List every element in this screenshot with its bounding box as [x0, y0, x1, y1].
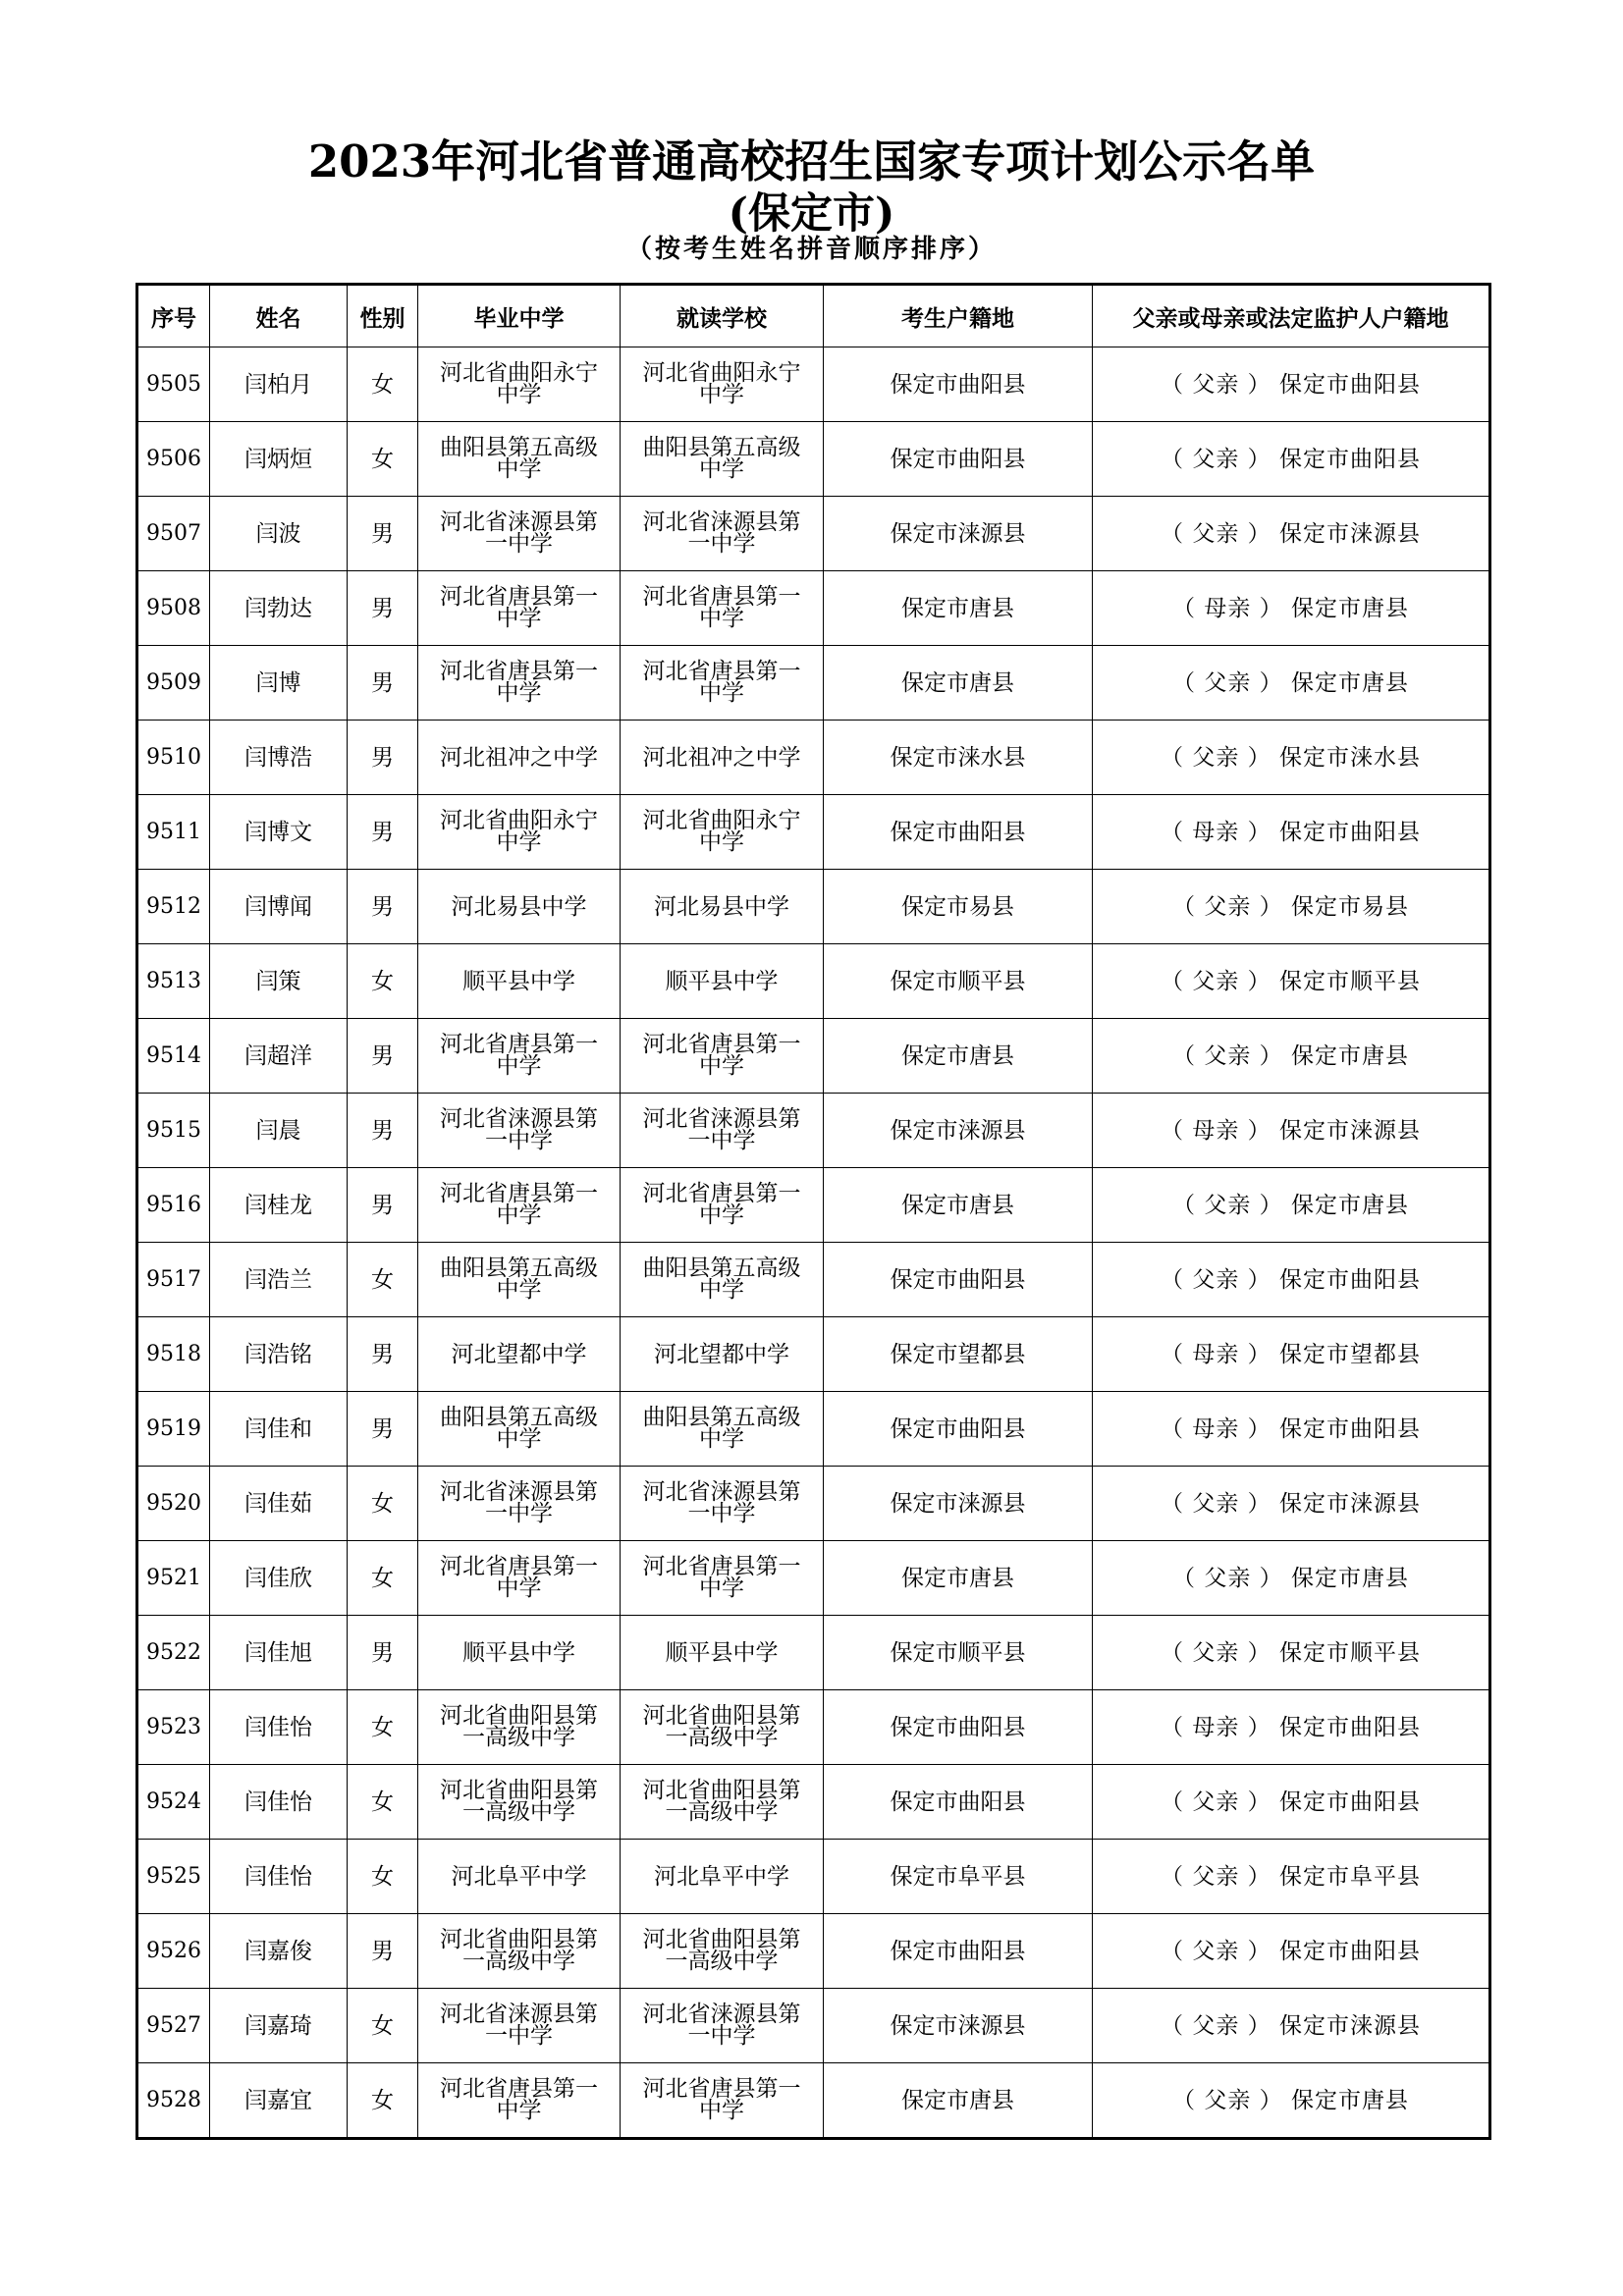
table-row: [137, 1840, 1490, 1914]
cell-name: 闫博: [210, 646, 348, 721]
cell-study-school: [621, 1616, 824, 1690]
table-header-row: [137, 285, 1490, 347]
table-row: [137, 944, 1490, 1019]
cell-grad-school: [418, 944, 621, 1019]
cell-hukou: 保定市唐县: [824, 646, 1093, 721]
cell-study-school-text: 河北省涞源县第一中学: [642, 2002, 801, 2049]
cell-guardian-hukou: （ 父亲 ） 保定市曲阳县: [1093, 1765, 1490, 1840]
table-row: [137, 1168, 1490, 1243]
cell-grad-school-text: 河北省唐县第一中学: [440, 1032, 598, 1079]
cell-grad-school: [418, 571, 621, 646]
cell-study-school-text: 河北省唐县第一中学: [642, 2076, 801, 2123]
cell-gender: 女: [348, 1541, 418, 1616]
cell-seq: 9528: [137, 2063, 210, 2139]
cell-hukou: 保定市曲阳县: [824, 795, 1093, 870]
table-row: [137, 1019, 1490, 1094]
table-row: [137, 1467, 1490, 1541]
table-row: [137, 721, 1490, 795]
cell-gender: 男: [348, 497, 418, 571]
cell-study-school-text: 河北省曲阳县第一高级中学: [642, 1778, 801, 1825]
cell-study-school: [621, 646, 824, 721]
cell-gender: 女: [348, 347, 418, 422]
cell-name: 闫佳怡: [210, 1690, 348, 1765]
cell-name: 闫佳茹: [210, 1467, 348, 1541]
cell-hukou: 保定市曲阳县: [824, 1243, 1093, 1317]
cell-grad-school-text: 曲阳县第五高级中学: [440, 435, 598, 482]
table-row: [137, 1392, 1490, 1467]
cell-study-school-text: 河北省唐县第一中学: [642, 1032, 801, 1079]
cell-hukou: 保定市涞源县: [824, 1094, 1093, 1168]
table-row: [137, 571, 1490, 646]
cell-study-school-text: 河北省唐县第一中学: [642, 1181, 801, 1228]
cell-grad-school: [418, 347, 621, 422]
cell-study-school-text: 曲阳县第五高级中学: [642, 435, 801, 482]
cell-guardian-hukou: （ 父亲 ） 保定市曲阳县: [1093, 1914, 1490, 1989]
cell-grad-school: [418, 1541, 621, 1616]
cell-grad-school: [418, 1989, 621, 2063]
table-row: [137, 497, 1490, 571]
cell-study-school-text: 顺平县中学: [665, 968, 779, 994]
cell-grad-school-text: 河北望都中学: [451, 1341, 587, 1367]
cell-name: 闫佳旭: [210, 1616, 348, 1690]
cell-study-school-text: 河北祖冲之中学: [642, 744, 801, 771]
cell-name: 闫浩铭: [210, 1317, 348, 1392]
header-gender: 性别: [348, 285, 418, 347]
cell-grad-school: [418, 1616, 621, 1690]
cell-grad-school-text: 顺平县中学: [462, 968, 575, 994]
cell-study-school: [621, 1989, 824, 2063]
table-row: [137, 1765, 1490, 1840]
cell-grad-school: [418, 1765, 621, 1840]
cell-study-school: [621, 422, 824, 497]
table-row: [137, 1541, 1490, 1616]
cell-gender: 女: [348, 1989, 418, 2063]
cell-name: 闫桂龙: [210, 1168, 348, 1243]
cell-seq: 9524: [137, 1765, 210, 1840]
cell-grad-school: [418, 870, 621, 944]
cell-guardian-hukou: （ 父亲 ） 保定市唐县: [1093, 1019, 1490, 1094]
cell-guardian-hukou: （ 父亲 ） 保定市涞源县: [1093, 497, 1490, 571]
cell-study-school-text: 河北省曲阳县第一高级中学: [642, 1927, 801, 1974]
cell-seq: 9508: [137, 571, 210, 646]
cell-grad-school-text: 顺平县中学: [462, 1639, 575, 1666]
cell-study-school-text: 河北省涞源县第一中学: [642, 1479, 801, 1526]
cell-name: 闫嘉宜: [210, 2063, 348, 2139]
cell-grad-school: [418, 646, 621, 721]
table-row: [137, 1616, 1490, 1690]
cell-seq: 9523: [137, 1690, 210, 1765]
cell-guardian-hukou: （ 父亲 ） 保定市涞水县: [1093, 721, 1490, 795]
cell-gender: 女: [348, 1467, 418, 1541]
table-row: [137, 422, 1490, 497]
cell-name: 闫嘉俊: [210, 1914, 348, 1989]
cell-gender: 男: [348, 795, 418, 870]
header-seq: 序号: [137, 285, 210, 347]
cell-name: 闫佳和: [210, 1392, 348, 1467]
cell-guardian-hukou: （ 父亲 ） 保定市顺平县: [1093, 944, 1490, 1019]
sort-note: （按考生姓名拼音顺序排序）: [625, 235, 997, 264]
cell-seq: 9512: [137, 870, 210, 944]
cell-study-school: [621, 1690, 824, 1765]
table-row: [137, 795, 1490, 870]
cell-seq: 9514: [137, 1019, 210, 1094]
cell-seq: 9516: [137, 1168, 210, 1243]
cell-hukou: 保定市曲阳县: [824, 1765, 1093, 1840]
cell-study-school-text: 曲阳县第五高级中学: [642, 1405, 801, 1452]
cell-study-school: [621, 1392, 824, 1467]
cell-gender: 男: [348, 1392, 418, 1467]
cell-grad-school: [418, 1467, 621, 1541]
cell-seq: 9505: [137, 347, 210, 422]
cell-name: 闫勃达: [210, 571, 348, 646]
header-guardian-hukou: 父亲或母亲或法定监护人户籍地: [1093, 285, 1490, 347]
cell-guardian-hukou: （ 母亲 ） 保定市望都县: [1093, 1317, 1490, 1392]
cell-grad-school: [418, 1168, 621, 1243]
table-row: [137, 347, 1490, 422]
cell-name: 闫柏月: [210, 347, 348, 422]
cell-grad-school-text: 河北阜平中学: [451, 1863, 587, 1890]
cell-study-school-text: 河北省涞源县第一中学: [642, 509, 801, 557]
cell-grad-school-text: 河北省涞源县第一中学: [440, 509, 598, 557]
cell-study-school: [621, 1541, 824, 1616]
cell-grad-school: [418, 1243, 621, 1317]
cell-name: 闫策: [210, 944, 348, 1019]
cell-guardian-hukou: （ 父亲 ） 保定市曲阳县: [1093, 347, 1490, 422]
cell-gender: 男: [348, 721, 418, 795]
cell-hukou: 保定市唐县: [824, 2063, 1093, 2139]
cell-gender: 男: [348, 1094, 418, 1168]
cell-hukou: 保定市曲阳县: [824, 1392, 1093, 1467]
cell-guardian-hukou: （ 父亲 ） 保定市涞源县: [1093, 1467, 1490, 1541]
cell-grad-school-text: 河北省曲阳县第一高级中学: [440, 1703, 598, 1750]
table-row: [137, 1989, 1490, 2063]
table-body: [137, 347, 1490, 2139]
cell-name: 闫佳欣: [210, 1541, 348, 1616]
cell-seq: 9507: [137, 497, 210, 571]
cell-gender: 女: [348, 1765, 418, 1840]
cell-grad-school-text: 河北省唐县第一中学: [440, 2076, 598, 2123]
page-subtitle: (保定市): [728, 189, 895, 239]
cell-hukou: 保定市唐县: [824, 1541, 1093, 1616]
cell-study-school-text: 河北省唐县第一中学: [642, 584, 801, 631]
cell-study-school: [621, 1168, 824, 1243]
cell-study-school-text: 河北省曲阳永宁中学: [642, 360, 801, 407]
cell-study-school: [621, 795, 824, 870]
cell-hukou: 保定市曲阳县: [824, 347, 1093, 422]
cell-gender: 男: [348, 1914, 418, 1989]
cell-guardian-hukou: （ 母亲 ） 保定市曲阳县: [1093, 1690, 1490, 1765]
page-title: 2023年河北省普通高校招生国家专项计划公示名单: [307, 135, 1316, 187]
cell-seq: 9511: [137, 795, 210, 870]
cell-grad-school-text: 河北省曲阳县第一高级中学: [440, 1927, 598, 1974]
cell-seq: 9510: [137, 721, 210, 795]
cell-hukou: 保定市唐县: [824, 1168, 1093, 1243]
cell-grad-school: [418, 721, 621, 795]
cell-grad-school: [418, 497, 621, 571]
cell-seq: 9515: [137, 1094, 210, 1168]
cell-grad-school-text: 河北省唐县第一中学: [440, 1554, 598, 1601]
table-row: [137, 1317, 1490, 1392]
cell-study-school: [621, 1765, 824, 1840]
cell-gender: 女: [348, 2063, 418, 2139]
cell-gender: 男: [348, 1616, 418, 1690]
cell-hukou: 保定市曲阳县: [824, 1914, 1093, 1989]
cell-study-school-text: 河北省唐县第一中学: [642, 659, 801, 706]
cell-grad-school: [418, 1840, 621, 1914]
header-hukou: 考生户籍地: [824, 285, 1093, 347]
cell-grad-school-text: 河北省涞源县第一中学: [440, 2002, 598, 2049]
cell-name: 闫炳烜: [210, 422, 348, 497]
cell-seq: 9521: [137, 1541, 210, 1616]
cell-gender: 男: [348, 1019, 418, 1094]
cell-gender: 女: [348, 422, 418, 497]
cell-gender: 女: [348, 1243, 418, 1317]
cell-gender: 男: [348, 870, 418, 944]
cell-study-school: [621, 721, 824, 795]
cell-seq: 9527: [137, 1989, 210, 2063]
table-row: [137, 1243, 1490, 1317]
cell-study-school: [621, 1840, 824, 1914]
cell-grad-school-text: 河北省唐县第一中学: [440, 1181, 598, 1228]
cell-grad-school: [418, 2063, 621, 2139]
cell-grad-school-text: 曲阳县第五高级中学: [440, 1255, 598, 1303]
cell-guardian-hukou: （ 父亲 ） 保定市涞源县: [1093, 1989, 1490, 2063]
cell-grad-school-text: 曲阳县第五高级中学: [440, 1405, 598, 1452]
cell-grad-school: [418, 422, 621, 497]
cell-hukou: 保定市涞源县: [824, 1989, 1093, 2063]
cell-grad-school-text: 河北省唐县第一中学: [440, 659, 598, 706]
cell-hukou: 保定市顺平县: [824, 1616, 1093, 1690]
cell-grad-school: [418, 1690, 621, 1765]
cell-guardian-hukou: （ 父亲 ） 保定市曲阳县: [1093, 1243, 1490, 1317]
cell-guardian-hukou: （ 父亲 ） 保定市曲阳县: [1093, 422, 1490, 497]
cell-hukou: 保定市涞源县: [824, 497, 1093, 571]
cell-study-school: [621, 1317, 824, 1392]
cell-name: 闫博浩: [210, 721, 348, 795]
cell-study-school: [621, 1467, 824, 1541]
cell-gender: 女: [348, 1840, 418, 1914]
cell-guardian-hukou: （ 父亲 ） 保定市易县: [1093, 870, 1490, 944]
cell-name: 闫博文: [210, 795, 348, 870]
cell-seq: 9513: [137, 944, 210, 1019]
cell-study-school-text: 顺平县中学: [665, 1639, 779, 1666]
cell-gender: 女: [348, 944, 418, 1019]
roster-table: [135, 283, 1491, 2140]
cell-hukou: 保定市唐县: [824, 1019, 1093, 1094]
cell-study-school-text: 河北省曲阳县第一高级中学: [642, 1703, 801, 1750]
cell-seq: 9518: [137, 1317, 210, 1392]
cell-study-school: [621, 347, 824, 422]
cell-study-school: [621, 1019, 824, 1094]
cell-guardian-hukou: （ 母亲 ） 保定市涞源县: [1093, 1094, 1490, 1168]
table-row: [137, 2063, 1490, 2139]
cell-seq: 9520: [137, 1467, 210, 1541]
cell-grad-school-text: 河北祖冲之中学: [440, 744, 598, 771]
cell-name: 闫佳怡: [210, 1840, 348, 1914]
cell-grad-school-text: 河北省曲阳县第一高级中学: [440, 1778, 598, 1825]
cell-hukou: 保定市阜平县: [824, 1840, 1093, 1914]
cell-seq: 9506: [137, 422, 210, 497]
table-row: [137, 1094, 1490, 1168]
cell-seq: 9525: [137, 1840, 210, 1914]
cell-grad-school: [418, 1317, 621, 1392]
cell-name: 闫佳怡: [210, 1765, 348, 1840]
cell-guardian-hukou: （ 母亲 ） 保定市曲阳县: [1093, 795, 1490, 870]
cell-study-school: [621, 1094, 824, 1168]
cell-study-school: [621, 571, 824, 646]
cell-guardian-hukou: （ 父亲 ） 保定市唐县: [1093, 646, 1490, 721]
cell-grad-school-text: 河北省涞源县第一中学: [440, 1479, 598, 1526]
cell-name: 闫博闻: [210, 870, 348, 944]
cell-guardian-hukou: （ 父亲 ） 保定市唐县: [1093, 2063, 1490, 2139]
cell-grad-school-text: 河北易县中学: [451, 893, 587, 920]
cell-hukou: 保定市涞水县: [824, 721, 1093, 795]
cell-study-school: [621, 2063, 824, 2139]
cell-grad-school: [418, 1914, 621, 1989]
cell-grad-school-text: 河北省曲阳永宁中学: [440, 808, 598, 855]
cell-guardian-hukou: （ 母亲 ） 保定市唐县: [1093, 571, 1490, 646]
cell-gender: 男: [348, 1168, 418, 1243]
cell-study-school-text: 河北省曲阳永宁中学: [642, 808, 801, 855]
cell-guardian-hukou: （ 父亲 ） 保定市顺平县: [1093, 1616, 1490, 1690]
cell-study-school-text: 河北易县中学: [654, 893, 789, 920]
header-name: 姓名: [210, 285, 348, 347]
cell-study-school: [621, 1243, 824, 1317]
cell-gender: 女: [348, 1690, 418, 1765]
table-row: [137, 646, 1490, 721]
cell-study-school-text: 河北省涞源县第一中学: [642, 1106, 801, 1153]
cell-hukou: 保定市望都县: [824, 1317, 1093, 1392]
cell-seq: 9522: [137, 1616, 210, 1690]
cell-name: 闫波: [210, 497, 348, 571]
cell-hukou: 保定市涞源县: [824, 1467, 1093, 1541]
cell-study-school-text: 河北省唐县第一中学: [642, 1554, 801, 1601]
cell-seq: 9509: [137, 646, 210, 721]
cell-study-school: [621, 1914, 824, 1989]
cell-study-school-text: 曲阳县第五高级中学: [642, 1255, 801, 1303]
cell-hukou: 保定市唐县: [824, 571, 1093, 646]
cell-grad-school-text: 河北省曲阳永宁中学: [440, 360, 598, 407]
cell-hukou: 保定市曲阳县: [824, 1690, 1093, 1765]
cell-study-school: [621, 870, 824, 944]
table-row: [137, 1690, 1490, 1765]
cell-guardian-hukou: （ 父亲 ） 保定市阜平县: [1093, 1840, 1490, 1914]
table-row: [137, 870, 1490, 944]
cell-hukou: 保定市顺平县: [824, 944, 1093, 1019]
cell-hukou: 保定市易县: [824, 870, 1093, 944]
header-grad-school: 毕业中学: [418, 285, 621, 347]
cell-grad-school: [418, 1019, 621, 1094]
cell-hukou: 保定市曲阳县: [824, 422, 1093, 497]
cell-name: 闫超洋: [210, 1019, 348, 1094]
cell-gender: 男: [348, 646, 418, 721]
cell-study-school: [621, 944, 824, 1019]
cell-name: 闫嘉琦: [210, 1989, 348, 2063]
cell-study-school-text: 河北望都中学: [654, 1341, 789, 1367]
cell-guardian-hukou: （ 母亲 ） 保定市曲阳县: [1093, 1392, 1490, 1467]
cell-seq: 9519: [137, 1392, 210, 1467]
cell-grad-school-text: 河北省涞源县第一中学: [440, 1106, 598, 1153]
cell-grad-school: [418, 1392, 621, 1467]
cell-study-school: [621, 497, 824, 571]
cell-seq: 9517: [137, 1243, 210, 1317]
cell-guardian-hukou: （ 父亲 ） 保定市唐县: [1093, 1541, 1490, 1616]
table-row: [137, 1914, 1490, 1989]
cell-study-school-text: 河北阜平中学: [654, 1863, 789, 1890]
cell-grad-school: [418, 795, 621, 870]
header-study-school: 就读学校: [621, 285, 824, 347]
cell-name: 闫浩兰: [210, 1243, 348, 1317]
cell-gender: 男: [348, 571, 418, 646]
cell-guardian-hukou: （ 父亲 ） 保定市唐县: [1093, 1168, 1490, 1243]
cell-grad-school-text: 河北省唐县第一中学: [440, 584, 598, 631]
cell-grad-school: [418, 1094, 621, 1168]
cell-seq: 9526: [137, 1914, 210, 1989]
cell-name: 闫晨: [210, 1094, 348, 1168]
cell-gender: 男: [348, 1317, 418, 1392]
